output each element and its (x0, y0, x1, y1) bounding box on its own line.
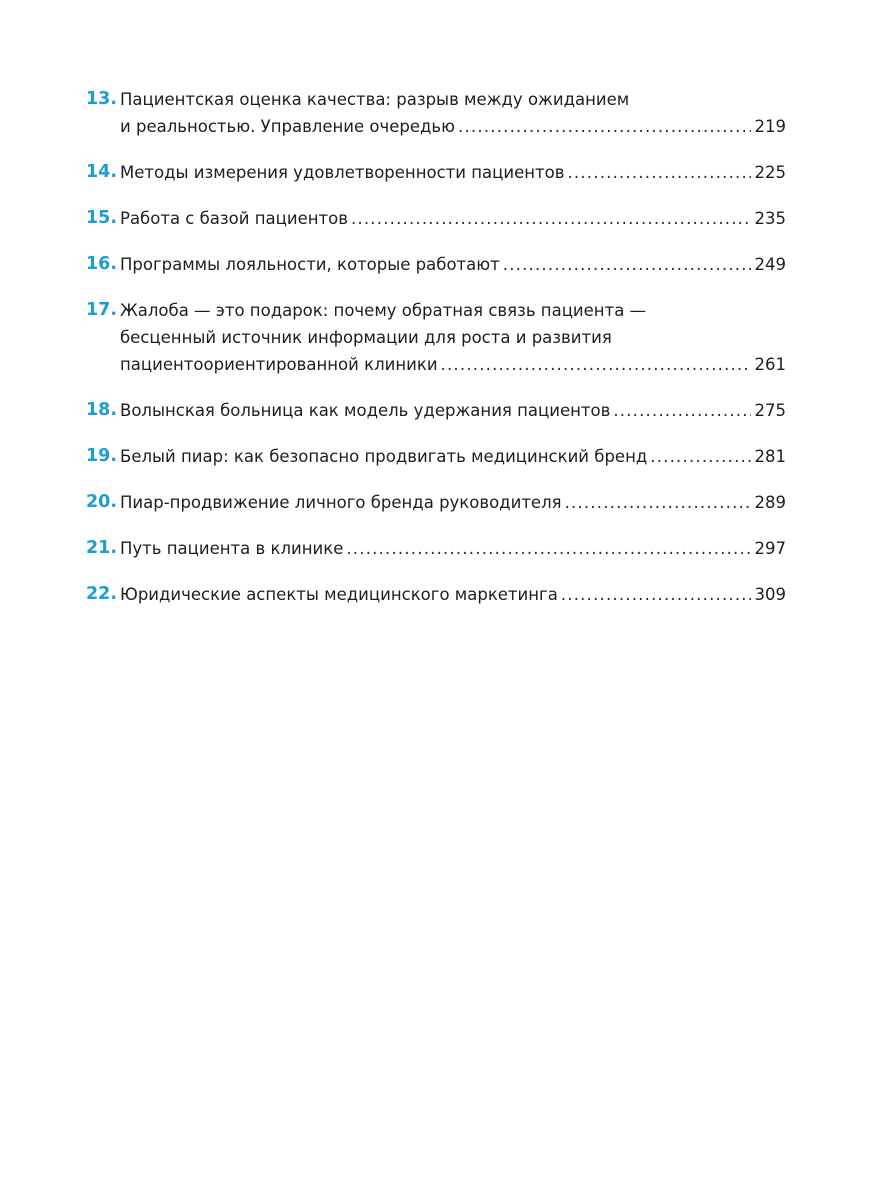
chapter-title-line: бесценный источник информации для роста и развития (120, 328, 612, 347)
chapter-title-last-line (120, 159, 786, 186)
chapter-title (120, 251, 786, 278)
chapter-number: 19. (86, 446, 118, 466)
page-number: 261 (754, 355, 786, 374)
page-number: 219 (754, 117, 786, 136)
page-number: 275 (754, 401, 786, 420)
chapter-title-line: Юридические аспекты медицинского маркетинга (120, 585, 558, 604)
chapter-title-line: Программы лояльности, которые работают (120, 255, 500, 274)
toc-entry-21[interactable] (86, 535, 786, 562)
dot-leader (458, 113, 750, 140)
chapter-number: 21. (86, 538, 118, 558)
dot-leader (650, 443, 750, 470)
chapter-title-line: Волынская больница как модель удержания пациентов (120, 401, 611, 420)
chapter-title (120, 489, 786, 516)
chapter-title-line: Путь пациента в клинике (120, 539, 344, 558)
chapter-title-last-line (120, 443, 786, 470)
chapter-title-last-line (120, 489, 786, 516)
dot-leader (351, 205, 751, 232)
page-number: 289 (754, 493, 786, 512)
chapter-number: 15. (86, 208, 118, 228)
page-number: 281 (754, 447, 786, 466)
chapter-title-last-line (120, 205, 786, 232)
page-number: 297 (754, 539, 786, 558)
dot-leader (346, 535, 750, 562)
chapter-title-line: Пиар-продвижение личного бренда руководителя (120, 493, 562, 512)
dot-leader (565, 489, 751, 516)
page-number: 249 (754, 255, 786, 274)
chapter-title (120, 205, 786, 232)
toc-entry-19[interactable] (86, 443, 786, 470)
chapter-number: 16. (86, 254, 118, 274)
chapter-title (120, 397, 786, 424)
chapter-title-last-line (120, 397, 786, 424)
chapter-number: 20. (86, 492, 118, 512)
toc-entry-15[interactable] (86, 205, 786, 232)
page-number: 309 (754, 585, 786, 604)
chapter-title (120, 86, 786, 140)
table-of-contents (86, 86, 786, 627)
chapter-title (120, 581, 786, 608)
chapter-title-last-line (120, 535, 786, 562)
chapter-title (120, 535, 786, 562)
toc-entry-22[interactable] (86, 581, 786, 608)
dot-leader (441, 351, 751, 378)
chapter-title-last-line (120, 581, 786, 608)
chapter-title-line: Пациентская оценка качества: разрыв между ожиданием (120, 90, 630, 109)
dot-leader (561, 581, 751, 608)
chapter-title-line: Работа с базой пациентов (120, 209, 348, 228)
toc-entry-13[interactable] (86, 86, 786, 140)
chapter-number: 22. (86, 584, 118, 604)
toc-entry-14[interactable] (86, 159, 786, 186)
toc-entry-17[interactable] (86, 297, 786, 378)
dot-leader (567, 159, 750, 186)
chapter-title-line: пациентоориентированной клиники (120, 355, 438, 374)
chapter-title (120, 443, 786, 470)
toc-entry-18[interactable] (86, 397, 786, 424)
chapter-number: 14. (86, 162, 118, 182)
chapter-number: 18. (86, 400, 118, 420)
chapter-title-last-line (120, 351, 786, 378)
chapter-title-last-line (120, 113, 786, 140)
chapter-title (120, 159, 786, 186)
toc-entry-20[interactable] (86, 489, 786, 516)
page-number: 225 (754, 163, 786, 182)
chapter-title (120, 297, 786, 378)
dot-leader (503, 251, 751, 278)
chapter-number: 13. (86, 89, 118, 109)
dot-leader (613, 397, 750, 424)
toc-entry-16[interactable] (86, 251, 786, 278)
chapter-title-line: Жалоба — это подарок: почему обратная связь пациента — (120, 301, 647, 320)
chapter-title-last-line (120, 251, 786, 278)
chapter-title-line: и реальностью. Управление очередью (120, 117, 456, 136)
chapter-number: 17. (86, 300, 118, 320)
page-number: 235 (754, 209, 786, 228)
chapter-title-line: Белый пиар: как безопасно продвигать медицинский бренд (120, 447, 648, 466)
chapter-title-line: Методы измерения удовлетворенности пациентов (120, 163, 565, 182)
